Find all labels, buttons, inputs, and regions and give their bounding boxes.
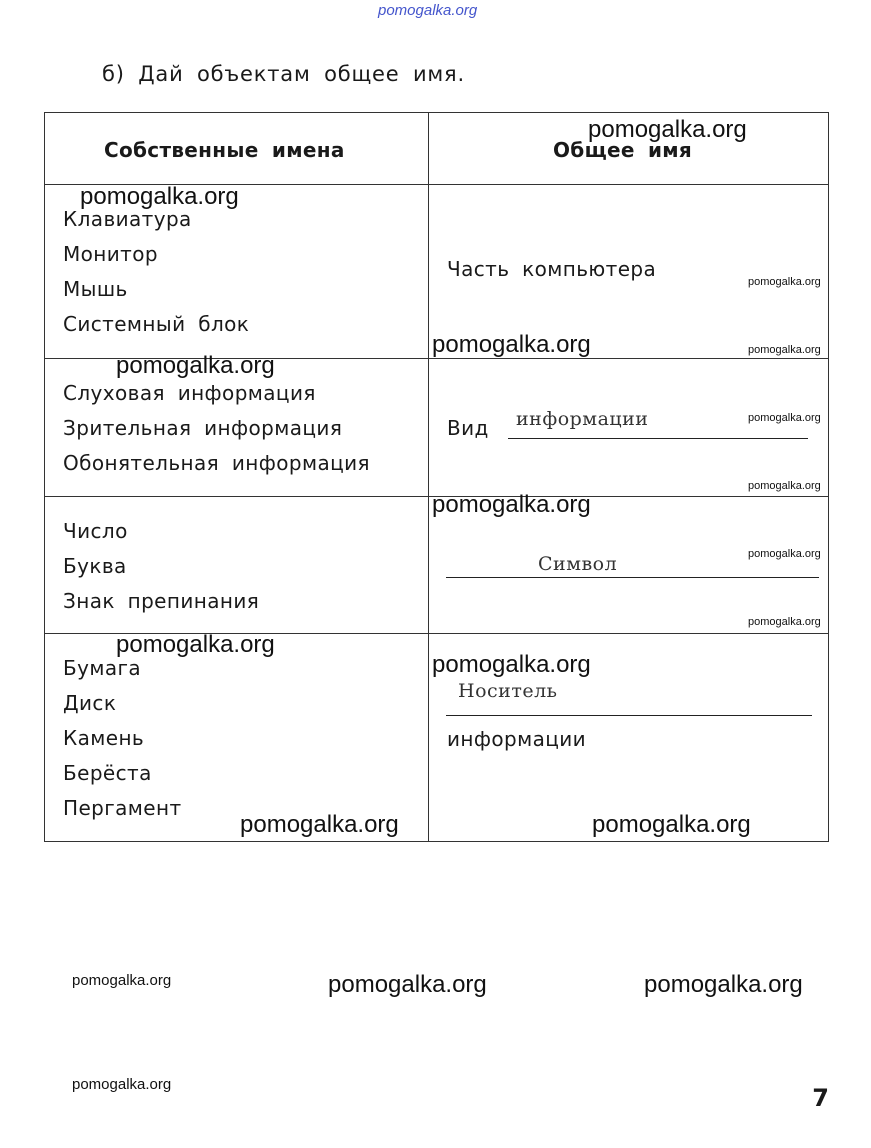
list-item: Слуховая информация bbox=[63, 381, 316, 405]
list-item: Клавиатура bbox=[63, 207, 192, 231]
watermark: pomogalka.org bbox=[80, 183, 239, 210]
header-proper-names: Собственные имена bbox=[104, 138, 345, 162]
watermark: pomogalka.org bbox=[240, 811, 399, 838]
list-item: Обонятельная информация bbox=[63, 451, 370, 475]
watermark: pomogalka.org bbox=[588, 116, 747, 143]
watermark: pomogalka.org bbox=[748, 548, 821, 560]
page-number: 7 bbox=[812, 1084, 829, 1112]
list-item: Диск bbox=[63, 691, 117, 715]
list-item: Берёста bbox=[63, 761, 152, 785]
watermark: pomogalka.org bbox=[328, 971, 487, 998]
list-item: Монитор bbox=[63, 242, 158, 266]
header-common-name: Общее имя bbox=[553, 138, 693, 162]
answer-line bbox=[446, 577, 819, 578]
table-column-divider bbox=[428, 112, 429, 842]
watermark: pomogalka.org bbox=[116, 352, 275, 379]
table-row bbox=[63, 202, 249, 342]
watermark: pomogalka.org bbox=[748, 616, 821, 628]
watermark: pomogalka.org bbox=[116, 631, 275, 658]
watermark: pomogalka.org bbox=[748, 412, 821, 424]
watermark: pomogalka.org bbox=[748, 276, 821, 288]
answer-prefix: Вид bbox=[447, 416, 489, 440]
list-item: Пергамент bbox=[63, 796, 182, 820]
list-item: Системный блок bbox=[63, 312, 250, 336]
common-name-computer-part: Часть компьютера bbox=[447, 257, 657, 281]
list-item: Мышь bbox=[63, 277, 128, 301]
watermark: pomogalka.org bbox=[432, 331, 591, 358]
table-row bbox=[63, 376, 370, 481]
watermark: pomogalka.org bbox=[72, 1076, 172, 1093]
handwritten-answer: Символ bbox=[538, 553, 618, 575]
watermark: pomogalka.org bbox=[432, 491, 591, 518]
watermark: pomogalka.org bbox=[72, 972, 172, 989]
table-row bbox=[63, 651, 182, 826]
list-item: Буква bbox=[63, 554, 127, 578]
answer-suffix: информации bbox=[447, 727, 587, 751]
watermark: pomogalka.org bbox=[592, 811, 751, 838]
handwritten-answer: информации bbox=[516, 408, 649, 430]
list-item: Число bbox=[63, 519, 128, 543]
answer-line bbox=[508, 438, 808, 439]
list-item: Бумага bbox=[63, 656, 142, 680]
list-item: Зрительная информация bbox=[63, 416, 343, 440]
list-item: Знак препинания bbox=[63, 589, 260, 613]
task-title: б) Дай объектам общее имя. bbox=[102, 62, 465, 86]
answer-line bbox=[446, 715, 812, 716]
watermark: pomogalka.org bbox=[748, 344, 821, 356]
site-header-watermark: pomogalka.org bbox=[378, 2, 478, 19]
list-item: Камень bbox=[63, 726, 145, 750]
watermark: pomogalka.org bbox=[748, 480, 821, 492]
watermark: pomogalka.org bbox=[432, 651, 591, 678]
table-row bbox=[63, 514, 259, 619]
watermark: pomogalka.org bbox=[644, 971, 803, 998]
handwritten-answer: Носитель bbox=[458, 680, 558, 702]
